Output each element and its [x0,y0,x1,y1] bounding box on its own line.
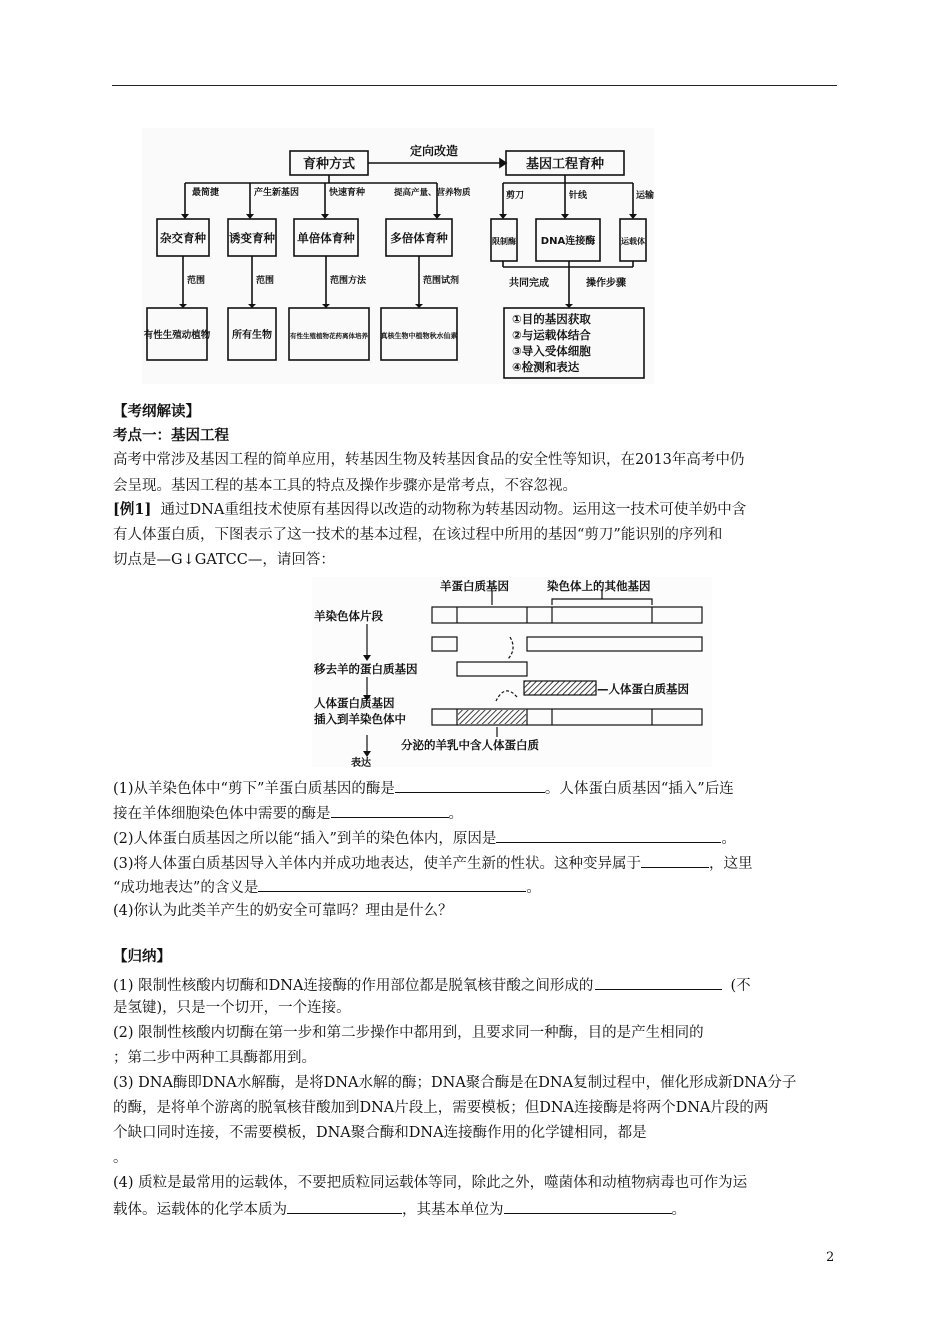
insert-label-1: 人体蛋白质基因 [314,696,395,710]
summary-title: 【归纳】 [113,948,171,965]
question-4: (4)你认为此类羊产生的奶安全可靠吗？理由是什么？ [113,903,453,919]
secrete-label: 分泌的羊乳中含人体蛋白质 [401,738,539,752]
range-label-3: 范围方法 [330,276,367,286]
intro-line-1: 高考中常涉及基因工程的简单应用，转基因生物及转基因食品的安全性等知识，在2013年高考中仍 [113,452,745,468]
ge-root-label: 基因工程育种 [525,157,605,172]
page-number: 2 [826,1250,835,1265]
range-label-4: 范围试剂 [423,276,460,286]
question-1-line-1 [113,778,838,798]
summary-1-line-2: 是氢键)，只是一个切开，一个连接。 [113,1000,351,1016]
summary-3-line-2: 的酶，是将单个游离的脱氧核苷酸加到DNA片段上，需要模板；但DNA连接酶是将两个DNA片段的两 [113,1100,769,1116]
range-label-1: 范围 [187,276,206,286]
q1-text-d: 。 [448,806,463,822]
q3-text-b: ，这里 [709,856,753,872]
tool-2: DNA连接酶 [540,236,596,247]
question-3-line-2 [113,877,838,897]
branch-label-3: 快速育种 [329,188,366,198]
q2-blank[interactable] [496,828,721,843]
s1-blank[interactable] [595,975,722,990]
q1-text-b: 。人体蛋白质基因“插入”后连 [544,781,734,797]
summary-2-line-2: ；第二步中两种工具酶都用到。 [113,1050,316,1066]
sheep-gene-label: 羊蛋白质基因 [440,579,509,593]
tool-label-2: 针线 [569,191,588,201]
example-line-2: 有人体蛋白质，下图表示了这一技术的基本过程，在该过程中所用的基因“剪刀”能识别的序列和 [113,527,723,543]
summary-3-line-4: 。 [113,1150,128,1166]
inserted-gene-block [458,710,526,724]
range-2: 所有生物 [232,330,272,341]
intro-line-2: 会呈现。基因工程的基本工具的特点及操作步骤亦是常考点，不容忽视。 [113,478,577,494]
step-2: ②与运载体结合 [512,328,591,342]
tool-1: 限制酶 [492,237,516,246]
method-3: 单倍体育种 [297,231,355,245]
branch-label-4: 提高产量、营养物质 [394,188,471,198]
summary-1-line-1 [113,975,838,995]
q1-blank-1[interactable] [395,778,545,793]
s4-text-c: ，其基本单位为 [402,1202,504,1218]
summary-4-line-1: (4) 质粒是最常用的运载体，不要把质粒同运载体等同，除此之外，噬菌体和动植物病毒也可作为运 [113,1175,748,1191]
transgenic-sheep-diagram [312,577,712,767]
q2-text-a: (2)人体蛋白质基因之所以能“插入”到羊的染色体内，原因是 [113,831,497,847]
method-2: 诱变育种 [229,231,275,245]
q2-text-b: 。 [721,831,736,847]
q3-blank-1[interactable] [641,853,709,868]
human-gene-label: —人体蛋白质基因 [597,682,689,696]
s4-text-d: 。 [671,1202,686,1218]
branch-label-2: 产生新基因 [254,188,300,198]
step-4: ④检测和表达 [512,360,580,374]
summary-3-line-1: (3) DNA酶即DNA水解酶，是将DNA水解的酶；DNA聚合酶是在DNA复制过程中，催化形成新DNA分子 [113,1075,797,1091]
range-4: 真核生物中植物秋水仙素 [380,332,458,340]
branch-label-1: 最简捷 [192,188,220,198]
method-4: 多倍体育种 [390,231,448,245]
tool-3: 运载体 [621,237,645,246]
range-label-2: 范围 [256,276,275,286]
example-text-1: 通过DNA重组技术使原有基因得以改造的动物称为转基因动物。运用这一技术可使羊奶中含 [160,502,747,518]
q1-text-c: 接在羊体细胞染色体中需要的酶是 [113,806,331,822]
tool-label-3: 运输 [636,191,654,201]
q3-text-d: 。 [526,880,541,896]
q1-blank-2[interactable] [331,803,449,818]
fragment-label: 羊染色体片段 [314,609,383,623]
range-3: 有性生殖植物花药离体培养 [290,332,368,340]
remove-label: 移去羊的蛋白质基因 [314,662,418,676]
edge-label: 定向改造 [409,144,459,158]
section-title: 【考纲解读】 [113,403,200,420]
s4-blank-1[interactable] [287,1199,402,1214]
human-gene-block [524,681,596,695]
summary-3-line-3: 个缺口同时连接，不需要模板，DNA聚合酶和DNA连接酶作用的化学键相同，都是 [113,1125,647,1141]
step-1: ①目的基因获取 [512,312,591,326]
step-3: ③导入受体细胞 [512,344,591,358]
s1-text-b: (不 [730,978,751,994]
summary-4-line-2 [113,1199,838,1219]
s4-text-b: 载体。运载体的化学本质为 [113,1202,287,1218]
root-label: 育种方式 [302,157,356,172]
example-line-3: 切点是—G↓GATCC—，请回答： [113,552,335,568]
question-2 [113,828,838,848]
summary-2-line-1: (2) 限制性核酸内切酶在第一步和第二步操作中都用到，且要求同一种酶，目的是产生相同的 [113,1025,704,1041]
example-line-1 [113,501,838,519]
express-label: 表达 [351,758,371,767]
steps-label: 操作步骤 [586,278,626,289]
q3-text-a: (3)将人体蛋白质基因导入羊体内并成功地表达，使羊产生新的性状。这种变异属于 [113,856,642,872]
other-genes-label: 染色体上的其他基因 [547,579,651,593]
tool-label-1: 剪刀 [506,191,525,201]
q1-text-a: (1)从羊染色体中“剪下”羊蛋白质基因的酶是 [113,781,395,797]
together-label: 共同完成 [509,278,549,289]
breeding-methods-diagram [142,128,654,384]
s4-blank-2[interactable] [504,1199,672,1214]
question-3-line-1 [113,853,838,873]
example-label: [例1] [113,501,152,518]
q3-blank-2[interactable] [258,877,526,892]
q3-text-c: “成功地表达”的含义是 [113,880,259,896]
range-1: 有性生殖动植物 [143,330,211,341]
question-1-line-2 [113,803,838,823]
header-rule [112,85,837,86]
method-1: 杂交育种 [160,231,206,245]
s1-text-a: (1) 限制性核酸内切酶和DNA连接酶的作用部位都是脱氧核苷酸之间形成的 [113,978,594,994]
kaodian-title: 考点一：基因工程 [113,427,229,444]
insert-label-2: 插入到羊染色体中 [314,712,406,726]
